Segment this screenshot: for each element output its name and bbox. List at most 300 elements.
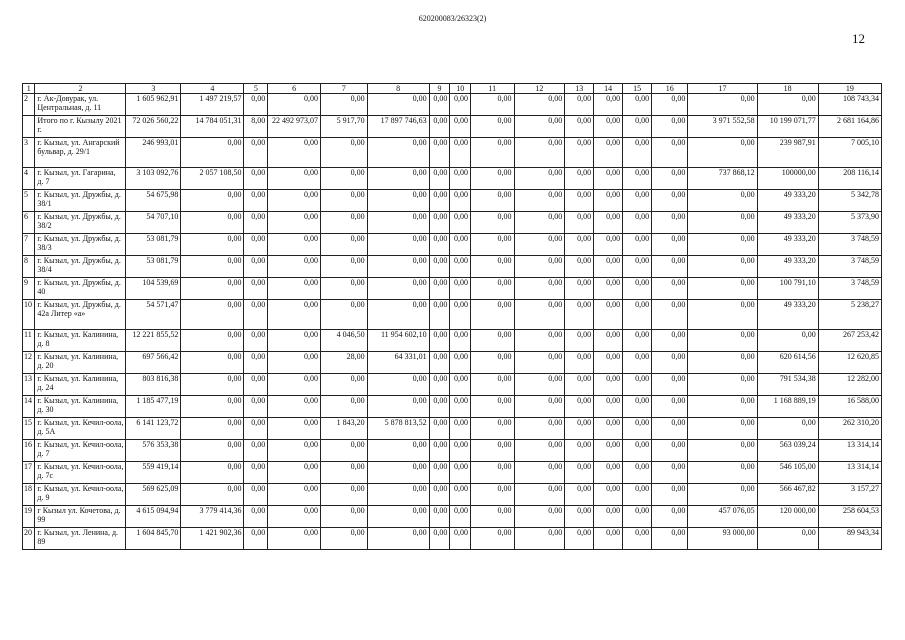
value-cell: 0,00 [514,116,565,138]
value-cell: 0,00 [652,212,688,234]
table-row [23,374,882,396]
address-cell: г. Кызыл, ул. Ленина, д. 89 [35,528,126,550]
value-cell: 0,00 [244,374,268,396]
value-cell: 0,00 [450,94,471,116]
value-cell: 0,00 [268,168,321,190]
address-cell: г. Кызыл, ул. Калинина, д. 24 [35,374,126,396]
value-cell: 1 497 219,57 [181,94,244,116]
value-cell: 0,00 [429,440,450,462]
value-cell: 0,00 [471,138,514,168]
row-index-cell: 15 [23,418,35,440]
value-cell: 0,00 [652,418,688,440]
value-cell: 566 467,82 [757,484,818,506]
value-cell: 0,00 [321,484,368,506]
address-cell: г Кызыл ул. Кочетова, д. 99 [35,506,126,528]
value-cell: 0,00 [321,138,368,168]
value-cell: 0,00 [471,116,514,138]
value-cell: 0,00 [623,94,652,116]
value-cell: 0,00 [688,300,757,330]
value-cell: 0,00 [471,278,514,300]
value-cell: 0,00 [268,94,321,116]
value-cell: 0,00 [367,256,429,278]
value-cell: 0,00 [594,440,623,462]
value-cell: 737 868,12 [688,168,757,190]
address-cell: г. Кызыл, ул. Дружбы, д. 38/3 [35,234,126,256]
value-cell: 0,00 [181,484,244,506]
table-row [23,190,882,212]
value-cell: 0,00 [321,506,368,528]
value-cell: 5 342,78 [818,190,881,212]
value-cell: 262 310,20 [818,418,881,440]
value-cell: 0,00 [244,168,268,190]
table-row [23,234,882,256]
row-index-cell: 2 [23,94,35,116]
value-cell: 0,00 [450,138,471,168]
value-cell: 0,00 [429,94,450,116]
value-cell: 0,00 [565,168,594,190]
value-cell: 0,00 [244,94,268,116]
value-cell: 0,00 [623,396,652,418]
value-cell: 0,00 [652,300,688,330]
value-cell: 0,00 [565,116,594,138]
value-cell: 49 333,20 [757,300,818,330]
value-cell: 0,00 [514,506,565,528]
value-cell: 0,00 [429,462,450,484]
column-header: 15 [623,84,652,94]
value-cell: 0,00 [514,168,565,190]
row-index-cell [23,116,35,138]
value-cell: 0,00 [514,278,565,300]
value-cell: 0,00 [429,256,450,278]
value-cell: 697 566,42 [126,352,181,374]
value-cell: 0,00 [514,138,565,168]
value-cell: 0,00 [565,440,594,462]
value-cell: 0,00 [450,352,471,374]
value-cell: 0,00 [688,330,757,352]
value-cell: 0,00 [450,440,471,462]
value-cell: 4 615 094,94 [126,506,181,528]
value-cell: 0,00 [514,212,565,234]
column-header: 6 [268,84,321,94]
value-cell: 0,00 [244,440,268,462]
value-cell: 49 333,20 [757,256,818,278]
value-cell: 72 026 560,22 [126,116,181,138]
value-cell: 0,00 [594,256,623,278]
value-cell: 0,00 [471,190,514,212]
address-cell: г. Кызыл, ул. Дружбы, д. 40 [35,278,126,300]
value-cell: 0,00 [688,212,757,234]
value-cell: 0,00 [367,94,429,116]
value-cell: 0,00 [429,212,450,234]
value-cell: 0,00 [514,440,565,462]
value-cell: 0,00 [268,484,321,506]
value-cell: 0,00 [688,94,757,116]
value-cell: 0,00 [268,528,321,550]
column-header: 1 [23,84,35,94]
value-cell: 267 253,42 [818,330,881,352]
value-cell: 0,00 [450,190,471,212]
value-cell: 0,00 [514,300,565,330]
value-cell: 0,00 [244,300,268,330]
table-row [23,352,882,374]
value-cell: 0,00 [594,168,623,190]
value-cell: 93 000,00 [688,528,757,550]
value-cell: 0,00 [623,234,652,256]
value-cell: 0,00 [429,300,450,330]
value-cell: 0,00 [471,352,514,374]
column-header: 7 [321,84,368,94]
value-cell: 0,00 [450,168,471,190]
value-cell: 0,00 [181,352,244,374]
value-cell: 457 076,05 [688,506,757,528]
row-index-cell: 6 [23,212,35,234]
address-cell: г. Кызыл, ул. Калинина, д. 8 [35,330,126,352]
value-cell: 0,00 [429,190,450,212]
value-cell: 0,00 [594,94,623,116]
table-row [23,138,882,168]
value-cell: 0,00 [757,418,818,440]
address-cell: г. Кызыл, ул. Дружбы, д. 42а Литер «а» [35,300,126,330]
row-index-cell: 3 [23,138,35,168]
value-cell: 0,00 [367,168,429,190]
value-cell: 0,00 [514,484,565,506]
value-cell: 17 897 746,63 [367,116,429,138]
value-cell: 0,00 [268,234,321,256]
value-cell: 12 620,85 [818,352,881,374]
value-cell: 0,00 [429,138,450,168]
value-cell: 791 534,38 [757,374,818,396]
table-row [23,212,882,234]
value-cell: 0,00 [429,374,450,396]
address-cell: г. Кызыл, ул. Калинина, д. 20 [35,352,126,374]
value-cell: 0,00 [321,374,368,396]
row-index-cell: 20 [23,528,35,550]
row-index-cell: 12 [23,352,35,374]
row-index-cell: 13 [23,374,35,396]
value-cell: 0,00 [450,396,471,418]
value-cell: 0,00 [471,94,514,116]
value-cell: 0,00 [471,462,514,484]
value-cell: 0,00 [594,278,623,300]
value-cell: 0,00 [244,528,268,550]
value-cell: 0,00 [450,278,471,300]
value-cell: 64 331,01 [367,352,429,374]
row-index-cell: 11 [23,330,35,352]
column-header: 10 [450,84,471,94]
table-row [23,278,882,300]
value-cell: 0,00 [181,396,244,418]
table-row [23,330,882,352]
value-cell: 0,00 [268,506,321,528]
value-cell: 2 057 108,50 [181,168,244,190]
value-cell: 0,00 [429,352,450,374]
value-cell: 89 943,34 [818,528,881,550]
table-row [23,300,882,330]
value-cell: 0,00 [429,168,450,190]
value-cell: 0,00 [688,462,757,484]
value-cell: 0,00 [594,300,623,330]
table-row [23,462,882,484]
value-cell: 0,00 [652,352,688,374]
address-cell: г. Кызыл, ул. Ангарский бульвар, д. 29/1 [35,138,126,168]
value-cell: 0,00 [450,300,471,330]
value-cell: 0,00 [565,462,594,484]
value-cell: 0,00 [268,138,321,168]
value-cell: 0,00 [594,396,623,418]
value-cell: 0,00 [652,168,688,190]
column-header: 12 [514,84,565,94]
value-cell: 0,00 [268,462,321,484]
value-cell: 0,00 [471,418,514,440]
row-index-cell: 9 [23,278,35,300]
page-number: 12 [852,31,865,46]
value-cell: 0,00 [367,234,429,256]
value-cell: 0,00 [594,116,623,138]
value-cell: 620 614,56 [757,352,818,374]
value-cell: 0,00 [450,462,471,484]
value-cell: 0,00 [514,528,565,550]
value-cell: 0,00 [623,278,652,300]
value-cell: 0,00 [268,352,321,374]
column-header: 17 [688,84,757,94]
value-cell: 0,00 [471,484,514,506]
value-cell: 0,00 [652,94,688,116]
value-cell: 0,00 [244,330,268,352]
value-cell: 0,00 [471,506,514,528]
value-cell: 0,00 [652,330,688,352]
value-cell: 0,00 [688,374,757,396]
value-cell: 0,00 [471,256,514,278]
value-cell: 0,00 [688,138,757,168]
value-cell: 0,00 [429,330,450,352]
value-cell: 0,00 [514,94,565,116]
value-cell: 100 791,10 [757,278,818,300]
value-cell: 0,00 [321,462,368,484]
value-cell: 0,00 [623,352,652,374]
table-row [23,484,882,506]
value-cell: 0,00 [565,212,594,234]
value-cell: 4 046,50 [321,330,368,352]
value-cell: 7 005,10 [818,138,881,168]
value-cell: 0,00 [652,234,688,256]
table-body [23,94,882,550]
value-cell: 2 681 164,86 [818,116,881,138]
value-cell: 0,00 [688,278,757,300]
value-cell: 0,00 [652,484,688,506]
value-cell: 0,00 [594,506,623,528]
value-cell: 258 604,53 [818,506,881,528]
value-cell: 1 604 845,70 [126,528,181,550]
value-cell: 0,00 [181,418,244,440]
value-cell: 0,00 [688,190,757,212]
value-cell: 0,00 [321,212,368,234]
value-cell: 0,00 [181,138,244,168]
value-cell: 0,00 [594,528,623,550]
value-cell: 559 419,14 [126,462,181,484]
value-cell: 0,00 [450,374,471,396]
value-cell: 0,00 [450,484,471,506]
value-cell: 0,00 [623,212,652,234]
value-cell: 0,00 [565,300,594,330]
value-cell: 0,00 [268,278,321,300]
value-cell: 0,00 [268,374,321,396]
value-cell: 0,00 [623,116,652,138]
value-cell: 0,00 [181,374,244,396]
value-cell: 0,00 [565,256,594,278]
value-cell: 0,00 [565,506,594,528]
value-cell: 0,00 [594,212,623,234]
value-cell: 0,00 [367,440,429,462]
column-header: 13 [565,84,594,94]
column-header: 4 [181,84,244,94]
value-cell: 14 784 051,31 [181,116,244,138]
value-cell: 0,00 [652,190,688,212]
value-cell: 12 221 855,52 [126,330,181,352]
row-index-cell: 10 [23,300,35,330]
value-cell: 0,00 [514,190,565,212]
value-cell: 0,00 [514,330,565,352]
value-cell: 100000,00 [757,168,818,190]
value-cell: 0,00 [244,212,268,234]
value-cell: 0,00 [244,234,268,256]
value-cell: 0,00 [565,138,594,168]
value-cell: 54 707,10 [126,212,181,234]
value-cell: 0,00 [367,300,429,330]
value-cell: 53 081,79 [126,234,181,256]
value-cell: 0,00 [181,278,244,300]
row-index-cell: 19 [23,506,35,528]
value-cell: 0,00 [623,484,652,506]
value-cell: 49 333,20 [757,234,818,256]
column-header: 18 [757,84,818,94]
value-cell: 3 748,59 [818,234,881,256]
value-cell: 0,00 [565,190,594,212]
value-cell: 0,00 [471,234,514,256]
value-cell: 0,00 [244,352,268,374]
table-row [23,168,882,190]
value-cell: 1 185 477,19 [126,396,181,418]
value-cell: 0,00 [244,506,268,528]
value-cell: 0,00 [429,506,450,528]
value-cell: 8,00 [244,116,268,138]
value-cell: 0,00 [652,278,688,300]
table-row [23,506,882,528]
value-cell: 12 282,00 [818,374,881,396]
value-cell: 0,00 [623,330,652,352]
value-cell: 0,00 [321,234,368,256]
value-cell: 0,00 [367,462,429,484]
value-cell: 0,00 [757,330,818,352]
value-cell: 0,00 [565,484,594,506]
value-cell: 0,00 [268,396,321,418]
value-cell: 0,00 [565,234,594,256]
value-cell: 0,00 [688,418,757,440]
value-cell: 3 103 092,76 [126,168,181,190]
value-cell: 5 238,27 [818,300,881,330]
value-cell: 0,00 [652,396,688,418]
value-cell: 0,00 [623,418,652,440]
value-cell: 0,00 [181,190,244,212]
value-cell: 5 878 813,52 [367,418,429,440]
value-cell: 0,00 [623,506,652,528]
data-table [22,83,882,550]
value-cell: 0,00 [181,234,244,256]
value-cell: 0,00 [268,256,321,278]
value-cell: 0,00 [471,212,514,234]
value-cell: 0,00 [367,374,429,396]
value-cell: 0,00 [623,256,652,278]
value-cell: 11 954 602,10 [367,330,429,352]
value-cell: 5 917,70 [321,116,368,138]
value-cell: 0,00 [367,528,429,550]
value-cell: 0,00 [321,168,368,190]
value-cell: 0,00 [268,212,321,234]
value-cell: 0,00 [450,330,471,352]
value-cell: 16 588,00 [818,396,881,418]
value-cell: 0,00 [429,484,450,506]
address-cell: г. Кызыл, ул. Гагарина, д. 7 [35,168,126,190]
value-cell: 54 675,98 [126,190,181,212]
column-header: 16 [652,84,688,94]
value-cell: 0,00 [757,528,818,550]
value-cell: 0,00 [244,484,268,506]
value-cell: 0,00 [181,462,244,484]
value-cell: 13 314,14 [818,440,881,462]
address-cell: г. Кызыл, ул. Дружбы, д. 38/1 [35,190,126,212]
value-cell: 0,00 [594,190,623,212]
value-cell: 28,00 [321,352,368,374]
row-index-cell: 4 [23,168,35,190]
row-index-cell: 8 [23,256,35,278]
value-cell: 0,00 [652,138,688,168]
value-cell: 0,00 [652,462,688,484]
value-cell: 0,00 [450,212,471,234]
value-cell: 0,00 [594,352,623,374]
column-header: 8 [367,84,429,94]
column-header: 14 [594,84,623,94]
column-header: 3 [126,84,181,94]
value-cell: 0,00 [565,374,594,396]
value-cell: 0,00 [429,418,450,440]
value-cell: 0,00 [565,94,594,116]
table-row [23,440,882,462]
value-cell: 0,00 [652,374,688,396]
value-cell: 0,00 [514,234,565,256]
row-index-cell: 16 [23,440,35,462]
value-cell: 0,00 [244,138,268,168]
row-index-cell: 5 [23,190,35,212]
value-cell: 0,00 [514,352,565,374]
value-cell: 0,00 [244,462,268,484]
value-cell: 0,00 [688,440,757,462]
value-cell: 1 168 889,19 [757,396,818,418]
value-cell: 0,00 [321,440,368,462]
value-cell: 0,00 [652,440,688,462]
value-cell: 208 116,14 [818,168,881,190]
value-cell: 0,00 [429,234,450,256]
value-cell: 0,00 [450,234,471,256]
value-cell: 0,00 [652,528,688,550]
value-cell: 10 199 071,77 [757,116,818,138]
value-cell: 0,00 [623,374,652,396]
value-cell: 5 373,90 [818,212,881,234]
row-index-cell: 7 [23,234,35,256]
value-cell: 0,00 [367,506,429,528]
value-cell: 54 571,47 [126,300,181,330]
value-cell: 0,00 [321,396,368,418]
address-cell: г. Кызыл, ул. Дружбы, д. 38/4 [35,256,126,278]
value-cell: 1 421 902,36 [181,528,244,550]
